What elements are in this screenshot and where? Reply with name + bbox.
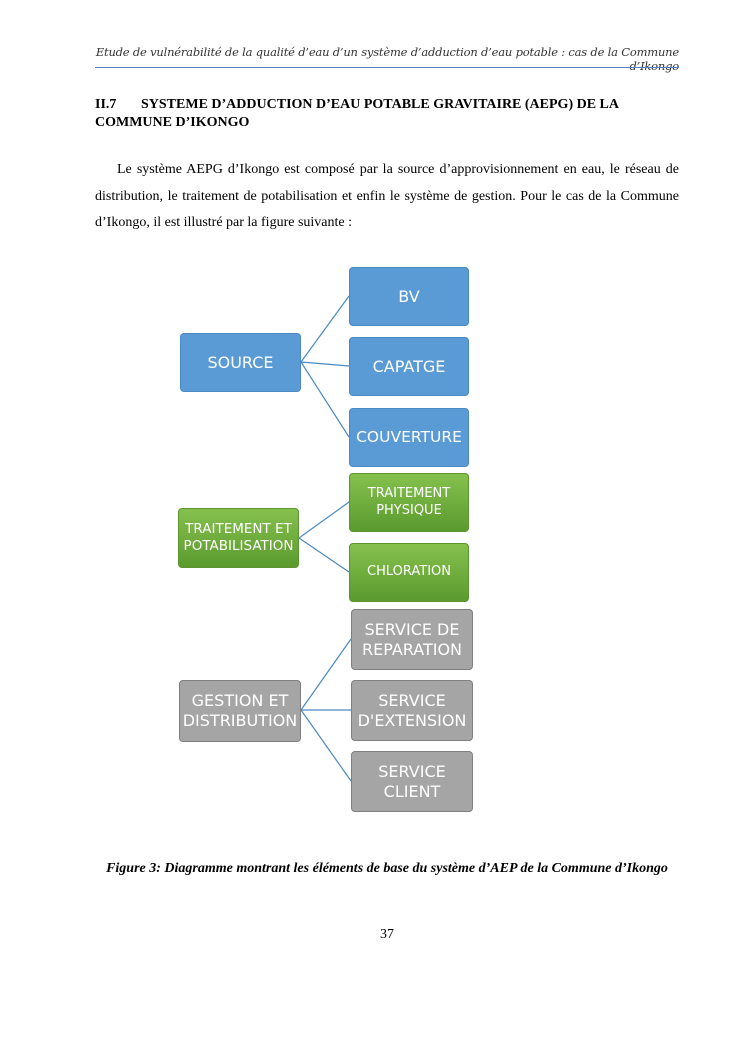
section-heading bbox=[95, 96, 679, 132]
traitement-physique-box: TRAITEMENT PHYSIQUE bbox=[349, 473, 469, 532]
connector-source-captage bbox=[301, 362, 349, 366]
connector-gestion-reparation bbox=[301, 639, 351, 710]
service-extension-box: SERVICE D'EXTENSION bbox=[351, 680, 473, 741]
running-header: Etude de vulnérabilité de la qualité d’eau d’un système d’adduction d’eau potable : cas de la Commune d’Ikongo bbox=[95, 45, 679, 73]
connector-source-couverture bbox=[301, 362, 349, 437]
connector-source-bv bbox=[301, 296, 349, 362]
connector-traitement-chloration bbox=[299, 538, 349, 572]
couverture-box: COUVERTURE bbox=[349, 408, 469, 467]
captage-box: CAPATGE bbox=[349, 337, 469, 396]
service-reparation-box: SERVICE DE REPARATION bbox=[351, 609, 473, 670]
connector-gestion-client bbox=[301, 710, 351, 781]
page-number: 37 bbox=[380, 927, 394, 942]
connector-traitement-physique bbox=[299, 502, 349, 538]
traitement-potabilisation-box: TRAITEMENT ET POTABILISATION bbox=[178, 508, 299, 568]
section-title: SYSTEME D’ADDUCTION D’EAU POTABLE GRAVITAIRE (AEPG) DE LA COMMUNE D’IKONGO bbox=[95, 97, 619, 130]
bv-box: BV bbox=[349, 267, 469, 326]
header-rule bbox=[95, 67, 679, 68]
figure-caption: Figure 3: Diagramme montrant les éléments de base du système d’AEP de la Commune d’Ikongo bbox=[106, 861, 668, 876]
gestion-distribution-box: GESTION ET DISTRIBUTION bbox=[179, 680, 301, 742]
service-client-box: SERVICE CLIENT bbox=[351, 751, 473, 812]
chloration-box: CHLORATION bbox=[349, 543, 469, 602]
source-box: SOURCE bbox=[180, 333, 301, 392]
body-paragraph: Le système AEPG d’Ikongo est composé par la source d’approvisionnement en eau, le réseau de distribution, le traitement de potabilisation et enfin le système de gestion. Pour le cas de la Commune d’Ikongo, il est illustré par la figure suivante : bbox=[95, 162, 679, 230]
section-number: II.7 bbox=[95, 97, 117, 112]
